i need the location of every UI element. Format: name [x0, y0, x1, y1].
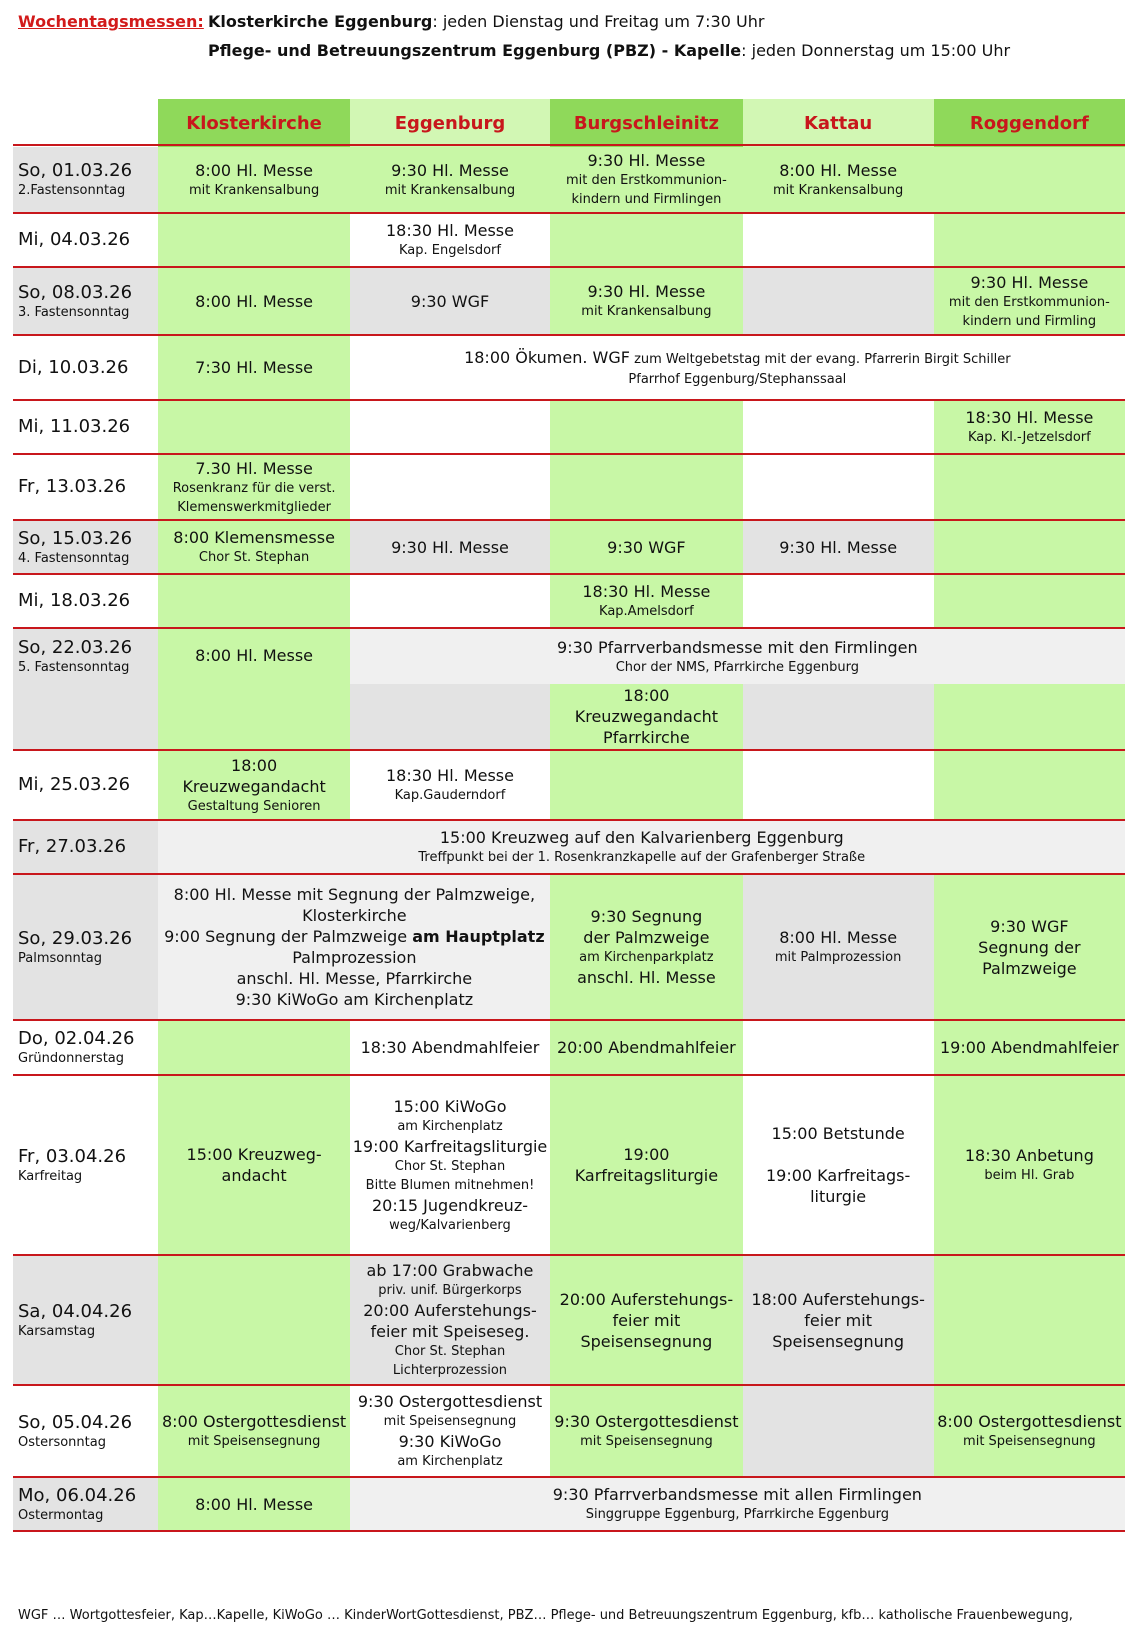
row-date: Di, 10.03.26	[13, 335, 158, 400]
row-date: Mi, 11.03.26	[13, 400, 158, 454]
cell-burgschleinitz: 9:30 Hl. Messe mit Krankensalbung	[550, 267, 742, 335]
cell-eggenburg	[350, 574, 551, 628]
pbz-name: Pflege- und Betreuungszentrum Eggenburg (PBZ) - Kapelle	[208, 41, 742, 60]
table-row	[13, 628, 1125, 684]
cell-kattau	[743, 684, 934, 750]
table-row	[13, 574, 1125, 628]
col-header-eggenburg: Eggenburg	[350, 99, 551, 147]
klosterkirche-name: Klosterkirche Eggenburg	[208, 12, 433, 31]
cell-klosterkirche: 8:00 Klemensmesse Chor St. Stephan	[158, 520, 349, 574]
cell-klosterkirche	[158, 1020, 349, 1075]
cell-roggendorf	[934, 684, 1125, 750]
cell-klosterkirche	[158, 574, 349, 628]
cell-kattau	[743, 400, 934, 454]
row-date: Sa, 04.04.26 Karsamstag	[13, 1255, 158, 1385]
row-date: Fr, 03.04.26 Karfreitag	[13, 1075, 158, 1255]
pbz-times: : jeden Donnerstag um 15:00 Uhr	[741, 41, 1011, 60]
cell-eggenburg: 9:30 Hl. Messe mit Krankensalbung	[350, 147, 551, 213]
table-row	[13, 750, 1125, 820]
cell-roggendorf	[934, 147, 1125, 213]
cell-klosterkirche	[158, 1255, 349, 1385]
abbreviations-footer: WGF … Wortgottesfeier, Kap…Kapelle, KiWoGo … KinderWortGottesdienst, PBZ… Pflege- und Betreuungszentrum Eggenburg, kfb… katholische Frauenbewegung,	[18, 1608, 1073, 1623]
cell-kattau: 15:00 Betstunde 19:00 Karfreitags- liturgie	[743, 1075, 934, 1255]
row-date: So, 01.03.26 2.Fastensonntag	[13, 147, 158, 213]
weekday-masses-label: Wochentagsmessen:	[18, 12, 204, 31]
cell-kattau: 18:00 Auferstehungs- feier mit Speisensegnung	[743, 1255, 934, 1385]
header-divider	[13, 144, 1125, 146]
cell-burgschleinitz: 9:30 WGF	[550, 520, 742, 574]
cell-klosterkirche	[158, 213, 349, 267]
cell-klosterkirche: 8:00 Ostergottesdienst mit Speisensegnung	[158, 1385, 349, 1477]
table-row	[13, 1255, 1125, 1385]
table-row	[13, 454, 1125, 520]
cell-burgschleinitz: 19:00 Karfreitagsliturgie	[550, 1075, 742, 1255]
cell-eggenburg: ab 17:00 Grabwache priv. unif. Bürgerkorps 20:00 Auferstehungs- feier mit Speiseseg. Chor St. Stephan Lichterprozession	[350, 1255, 551, 1385]
cell-burgschleinitz	[550, 213, 742, 267]
cell-kattau	[743, 213, 934, 267]
mass-schedule-table	[13, 99, 1125, 1532]
cell-shared-event: 9:30 Pfarrverbandsmesse mit den Firmlingen Chor der NMS, Pfarrkirche Eggenburg	[350, 628, 1125, 684]
table-row	[13, 147, 1125, 213]
cell-roggendorf	[934, 574, 1125, 628]
col-header-kattau: Kattau	[743, 99, 934, 147]
cell-roggendorf: 19:00 Abendmahlfeier	[934, 1020, 1125, 1075]
cell-eggenburg: 18:30 Abendmahlfeier	[350, 1020, 551, 1075]
cell-burgschleinitz: 18:00 Kreuzwegandacht Pfarrkirche	[550, 684, 742, 750]
cell-burgschleinitz: 20:00 Abendmahlfeier	[550, 1020, 742, 1075]
table-row	[13, 213, 1125, 267]
cell-burgschleinitz: 18:30 Hl. Messe Kap.Amelsdorf	[550, 574, 742, 628]
cell-kattau	[743, 750, 934, 820]
cell-eggenburg	[350, 454, 551, 520]
cell-roggendorf	[934, 454, 1125, 520]
col-header-roggendorf: Roggendorf	[934, 99, 1125, 147]
table-row	[13, 1385, 1125, 1477]
row-date: Mi, 18.03.26	[13, 574, 158, 628]
cell-klosterkirche: 7.30 Hl. Messe Rosenkranz für die verst. Klemenswerkmitglieder	[158, 454, 349, 520]
table-row	[13, 874, 1125, 1020]
cell-kattau	[743, 454, 934, 520]
row-date: Mi, 04.03.26	[13, 213, 158, 267]
col-header-burgschleinitz: Burgschleinitz	[550, 99, 742, 147]
col-header-klosterkirche: Klosterkirche	[158, 99, 349, 147]
table-row	[13, 820, 1125, 874]
cell-burgschleinitz: 9:30 Segnung der Palmzweige am Kirchenparkplatz anschl. Hl. Messe	[550, 874, 742, 1020]
cell-eggenburg: 9:30 WGF	[350, 267, 551, 335]
cell-eggenburg: 15:00 KiWoGo am Kirchenplatz 19:00 Karfreitagsliturgie Chor St. Stephan Bitte Blumen mitnehmen! 20:15 Jugendkreuz- weg/Kalvarienberg	[350, 1075, 551, 1255]
cell-eggenburg: 18:30 Hl. Messe Kap.Gauderndorf	[350, 750, 551, 820]
cell-burgschleinitz	[550, 454, 742, 520]
cell-eggenburg: 18:30 Hl. Messe Kap. Engelsdorf	[350, 213, 551, 267]
table-row	[13, 1075, 1125, 1255]
cell-klosterkirche: 18:00 Kreuzwegandacht Gestaltung Senioren	[158, 750, 349, 820]
cell-roggendorf: 18:30 Anbetung beim Hl. Grab	[934, 1075, 1125, 1255]
cell-kattau	[743, 267, 934, 335]
table-row	[13, 267, 1125, 335]
row-date: So, 29.03.26 Palmsonntag	[13, 874, 158, 1020]
cell-roggendorf	[934, 520, 1125, 574]
table-header-row	[13, 99, 1125, 147]
cell-burgschleinitz: 9:30 Ostergottesdienst mit Speisensegnung	[550, 1385, 742, 1477]
cell-roggendorf	[934, 1255, 1125, 1385]
cell-eggenburg	[350, 400, 551, 454]
cell-burgschleinitz: 20:00 Auferstehungs- feier mit Speisensegnung	[550, 1255, 742, 1385]
cell-eggenburg: 9:30 Hl. Messe	[350, 520, 551, 574]
row-date: So, 08.03.26 3. Fastensonntag	[13, 267, 158, 335]
row-date: Do, 02.04.26 Gründonnerstag	[13, 1020, 158, 1075]
row-date: So, 22.03.26 5. Fastensonntag	[13, 628, 158, 750]
table-row	[13, 400, 1125, 454]
table-row	[13, 1477, 1125, 1531]
cell-klosterkirche: 8:00 Hl. Messe	[158, 1477, 349, 1531]
cell-klosterkirche: 8:00 Hl. Messe	[158, 267, 349, 335]
row-date: Fr, 13.03.26	[13, 454, 158, 520]
row-date: Mi, 25.03.26	[13, 750, 158, 820]
date-column-header	[13, 99, 158, 147]
cell-klosterkirche: 7:30 Hl. Messe	[158, 335, 349, 400]
table-row	[13, 520, 1125, 574]
cell-kattau	[743, 574, 934, 628]
cell-kattau	[743, 1385, 934, 1477]
cell-eggenburg	[350, 684, 551, 750]
cell-roggendorf: 9:30 Hl. Messe mit den Erstkommunion- kindern und Firmling	[934, 267, 1125, 335]
cell-roggendorf: 8:00 Ostergottesdienst mit Speisensegnung	[934, 1385, 1125, 1477]
cell-kattau	[743, 1020, 934, 1075]
cell-burgschleinitz	[550, 750, 742, 820]
cell-roggendorf: 18:30 Hl. Messe Kap. Kl.-Jetzelsdorf	[934, 400, 1125, 454]
cell-kattau: 9:30 Hl. Messe	[743, 520, 934, 574]
cell-eggenburg: 9:30 Ostergottesdienst mit Speisensegnung 9:30 KiWoGo am Kirchenplatz	[350, 1385, 551, 1477]
cell-roggendorf	[934, 213, 1125, 267]
cell-burgschleinitz	[550, 400, 742, 454]
table-row	[13, 335, 1125, 400]
cell-kattau: 8:00 Hl. Messe mit Krankensalbung	[743, 147, 934, 213]
cell-roggendorf: 9:30 WGF Segnung der Palmzweige	[934, 874, 1125, 1020]
klosterkirche-times: : jeden Dienstag und Freitag um 7:30 Uhr	[432, 12, 765, 31]
cell-klosterkirche: 8:00 Hl. Messe	[158, 628, 349, 750]
cell-roggendorf	[934, 750, 1125, 820]
row-date: Fr, 27.03.26	[13, 820, 158, 874]
table-row	[13, 1020, 1125, 1075]
cell-shared-event: 8:00 Hl. Messe mit Segnung der Palmzweige, Klosterkirche 9:00 Segnung der Palmzweige am Hauptplatz Palmprozession anschl. Hl. Messe, Pfarrkirche 9:30 KiWoGo am Kirchenplatz	[158, 874, 550, 1020]
cell-kattau: 8:00 Hl. Messe mit Palmprozession	[743, 874, 934, 1020]
cell-klosterkirche: 15:00 Kreuzweg- andacht	[158, 1075, 349, 1255]
cell-shared-event: 9:30 Pfarrverbandsmesse mit allen Firmlingen Singgruppe Eggenburg, Pfarrkirche Eggenburg	[350, 1477, 1125, 1531]
row-date: So, 15.03.26 4. Fastensonntag	[13, 520, 158, 574]
cell-shared-event: 15:00 Kreuzweg auf den Kalvarienberg Eggenburg Treffpunkt bei der 1. Rosenkranzkapelle auf der Grafenberger Straße	[158, 820, 1125, 874]
row-date: So, 05.04.26 Ostersonntag	[13, 1385, 158, 1477]
cell-klosterkirche: 8:00 Hl. Messe mit Krankensalbung	[158, 147, 349, 213]
cell-klosterkirche	[158, 400, 349, 454]
cell-shared-event: 18:00 Ökumen. WGF zum Weltgebetstag mit der evang. Pfarrerin Birgit Schiller Pfarrhof Eggenburg/Stephanssaal	[350, 335, 1125, 400]
cell-burgschleinitz: 9:30 Hl. Messe mit den Erstkommunion- kindern und Firmlingen	[550, 147, 742, 213]
row-date: Mo, 06.04.26 Ostermontag	[13, 1477, 158, 1531]
